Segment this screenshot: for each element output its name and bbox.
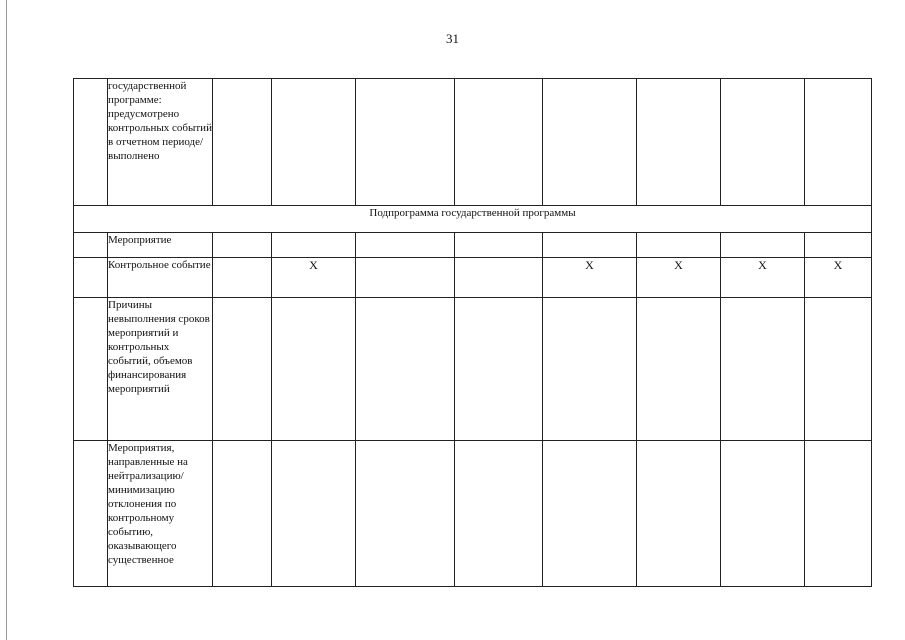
table-cell <box>543 233 637 258</box>
row-label-program-summary: государственной программе: предусмотрено контрольных событий в отчетном периоде/ выполнено <box>108 79 213 206</box>
table-cell <box>637 79 721 206</box>
table-cell <box>455 233 543 258</box>
table-cell <box>356 441 455 587</box>
table-cell <box>455 258 543 298</box>
table-cell-mark: X <box>805 258 872 298</box>
table-cell <box>805 79 872 206</box>
table-cell <box>805 233 872 258</box>
table-cell <box>637 233 721 258</box>
table-row-control-event <box>74 258 872 298</box>
table-row-reasons <box>74 298 872 441</box>
row-label-measures: Мероприятия, направленные на нейтрализацию/ минимизацию отклонения по контрольному событию, оказывающего существенное <box>108 441 213 587</box>
table-row-measures <box>74 441 872 587</box>
table-cell <box>356 233 455 258</box>
table-cell <box>455 441 543 587</box>
row-label-reasons: Причины невыполнения сроков мероприятий и контрольных событий, объемов финансирования мероприятий <box>108 298 213 441</box>
table-cell <box>455 79 543 206</box>
table-cell-number <box>74 79 108 206</box>
report-table <box>73 78 872 587</box>
page-number: 31 <box>446 31 459 46</box>
table-cell <box>272 441 356 587</box>
table-cell <box>213 441 272 587</box>
row-label-control-event: Контрольное событие <box>108 258 213 298</box>
table-cell-number <box>74 233 108 258</box>
table-cell <box>356 79 455 206</box>
table-cell <box>543 441 637 587</box>
table-cell <box>543 298 637 441</box>
table-cell <box>805 441 872 587</box>
table-cell <box>213 258 272 298</box>
page-edge-line <box>6 0 7 640</box>
table-row-program-summary <box>74 79 872 206</box>
table-row-section-header <box>74 206 872 233</box>
table-cell <box>721 233 805 258</box>
table-cell-mark: X <box>721 258 805 298</box>
table-cell-mark: X <box>637 258 721 298</box>
table-cell <box>455 298 543 441</box>
table-cell <box>272 233 356 258</box>
table-cell <box>272 79 356 206</box>
table-cell <box>805 298 872 441</box>
table-cell-number <box>74 258 108 298</box>
table-cell <box>637 298 721 441</box>
table-row-activity <box>74 233 872 258</box>
table-cell <box>356 298 455 441</box>
table-cell <box>213 79 272 206</box>
row-label-activity: Мероприятие <box>108 233 213 258</box>
table-cell <box>272 298 356 441</box>
table-cell <box>213 298 272 441</box>
table-cell <box>721 298 805 441</box>
table-cell-mark: X <box>543 258 637 298</box>
table-cell <box>356 258 455 298</box>
table-cell <box>213 233 272 258</box>
section-header-subprogram: Подпрограмма государственной программы <box>74 206 872 233</box>
table-cell-number <box>74 298 108 441</box>
table-cell-number <box>74 441 108 587</box>
table-cell-mark: X <box>272 258 356 298</box>
table-cell <box>721 79 805 206</box>
table-cell <box>543 79 637 206</box>
table-cell <box>637 441 721 587</box>
table-cell <box>721 441 805 587</box>
